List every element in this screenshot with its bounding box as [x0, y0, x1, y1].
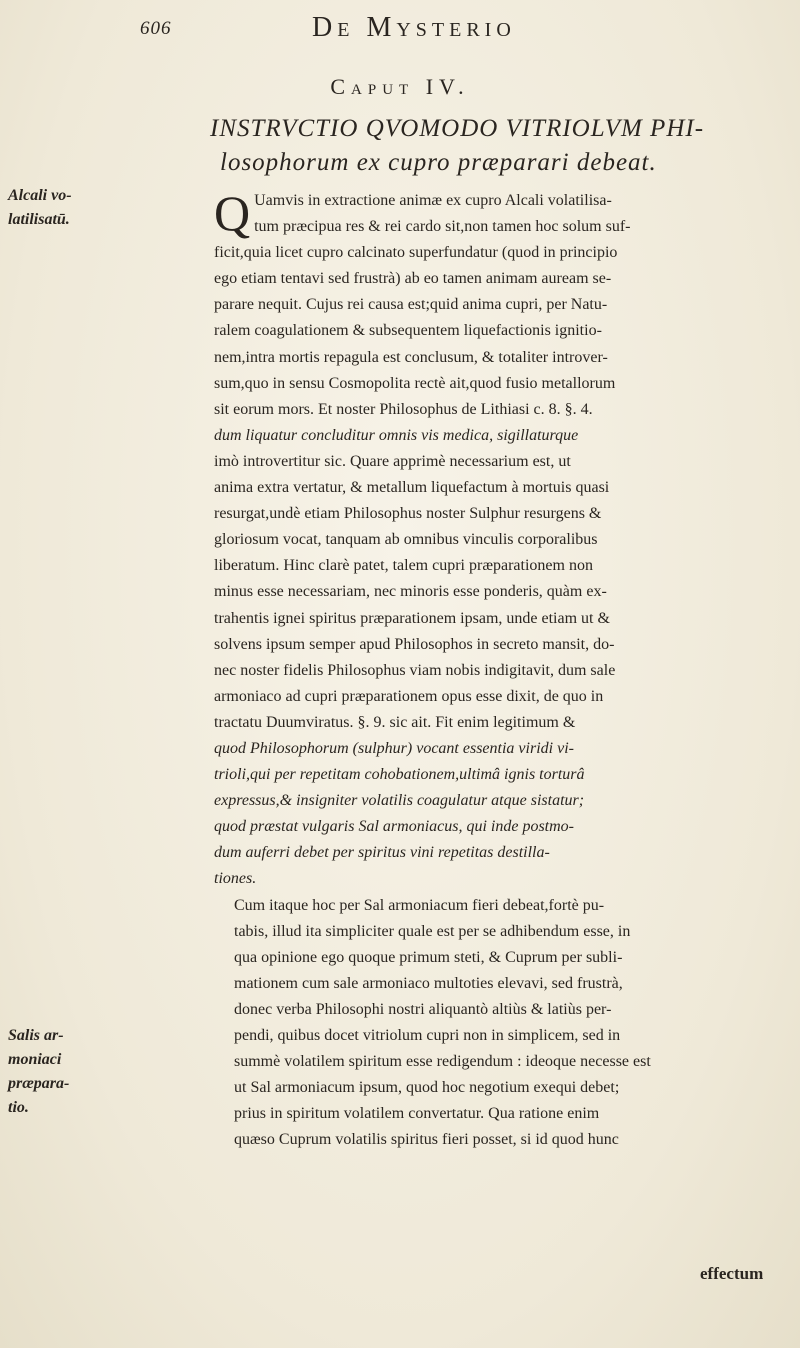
running-title: De Mysterio — [312, 12, 516, 43]
text-line: summè volatilem spiritum esse redigendum : ideoque necesse est — [234, 1053, 651, 1071]
text-line: ut Sal armoniacum ipsum, quod hoc negotium exequi debet; — [234, 1079, 620, 1097]
chapter-title — [210, 112, 800, 180]
text-line: tractatu Duumviratus. §. 9. sic ait. Fit enim legitimum & — [214, 713, 576, 731]
text-line: tiones. — [214, 870, 257, 888]
text-line: Cum itaque hoc per Sal armoniacum fieri debeat,fortè pu- — [234, 896, 605, 914]
text-line: qua opinione ego quoque primum steti, & Cuprum per subli- — [234, 948, 623, 966]
text-line: resurgat,undè etiam Philosophus noster Sulphur resurgens & — [214, 505, 602, 523]
text-line: armoniaco ad cupri præparationem opus esse dixit, de quo in — [214, 687, 604, 705]
text-line: quod Philosophorum (sulphur) vocant essentia viridi vi- — [214, 739, 574, 757]
margin-note-line: latilisatū. — [8, 211, 70, 228]
margin-note-line: præpara- — [8, 1075, 70, 1092]
text-line: ficit,quia licet cupro calcinato superfundatur (quod in principio — [214, 244, 618, 262]
text-line: imò introvertitur sic. Quare apprimè necessarium est, ut — [214, 452, 571, 470]
text-line: nec noster fidelis Philosophus viam nobis indigitavit, dum sale — [214, 661, 616, 679]
margin-note-line: moniaci — [8, 1051, 62, 1068]
text-line: minus esse necessariam, nec minoris esse ponderis, quàm ex- — [214, 583, 607, 601]
text-line: quæso Cuprum volatilis spiritus fieri posset, si id quod hunc — [234, 1131, 619, 1149]
text-line: dum auferri debet per spiritus vini repetitas destilla- — [214, 844, 550, 862]
page-number: 606 — [140, 18, 172, 39]
text-line: solvens ipsum semper apud Philosophos in secreto mansit, do- — [214, 635, 615, 653]
text-line: sit eorum mors. Et noster Philosophus de Lithiasi c. 8. §. 4. — [214, 400, 593, 418]
margin-note-line: Alcali vo- — [8, 187, 72, 204]
text-line: mationem cum sale armoniaco multoties elevavi, sed frustrà, — [234, 974, 623, 992]
text-line: tabis, illud ita simpliciter quale est per se adhibendum esse, in — [234, 922, 631, 940]
text-line: anima extra vertatur, & metallum liquefactum à mortuis quasi — [214, 479, 610, 497]
text-line: sum,quo in sensu Cosmopolita rectè ait,quod fusio metallorum — [214, 374, 616, 392]
margin-note-line: Salis ar- — [8, 1027, 64, 1044]
text-line: liberatum. Hinc clarè patet, talem cupri præparationem non — [214, 557, 593, 575]
text-line: ego etiam tentavi sed frustrà) ab eo tamen animam auream se- — [214, 270, 612, 288]
margin-note-salis — [8, 1024, 113, 1120]
text-line: expressus,& insigniter volatilis coagulatur atque sistatur; — [214, 792, 585, 810]
text-line: ralem coagulationem & subsequentem liquefactionis ignitio- — [214, 322, 602, 340]
margin-note-line: tio. — [8, 1099, 29, 1116]
text-line: pendi, quibus docet vitriolum cupri non in simplicem, sed in — [234, 1027, 621, 1044]
drop-cap: Q — [214, 185, 251, 241]
text-line: quod præstat vulgaris Sal armoniacus, qui inde postmo- — [214, 818, 575, 836]
chapter-title-line-2: losophorum ex cupro præparari debeat. — [220, 149, 657, 176]
text-line: gloriosum vocat, tanquam ab omnibus vinculis corporalibus — [214, 531, 598, 549]
text-line: parare nequit. Cujus rei causa est;quid anima cupri, per Natu- — [214, 296, 608, 314]
text-line: dum liquatur concluditur omnis vis medica, sigillaturque — [214, 426, 579, 444]
text-line: trahentis ignei spiritus præparationem ipsam, unde etiam ut & — [214, 609, 610, 627]
text-line: nem,intra mortis repagula est conclusum, & totaliter introver- — [214, 348, 608, 366]
catchword: effectum — [700, 1264, 764, 1283]
text-line: Uamvis in extractione animæ ex cupro Alcali volatilisa- — [254, 192, 612, 209]
body-text — [214, 185, 794, 1153]
chapter-title-line-1: INSTRVCTIO QVOMODO VITRIOLVM PHI- — [210, 115, 705, 142]
text-line: prius in spiritum volatilem convertatur. Qua ratione enim — [234, 1105, 600, 1123]
text-line: tum præcipua res & rei cardo sit,non tamen hoc solum suf- — [254, 218, 631, 236]
text-line: donec verba Philosophi nostri aliquantò altiùs & latiùs per- — [234, 1000, 612, 1018]
margin-note-alcali — [8, 184, 113, 232]
chapter-label: Caput IV. — [330, 74, 470, 99]
page-header — [140, 12, 700, 42]
text-line: trioli,qui per repetitam cohobationem,ultimâ ignis torturâ — [214, 766, 585, 784]
